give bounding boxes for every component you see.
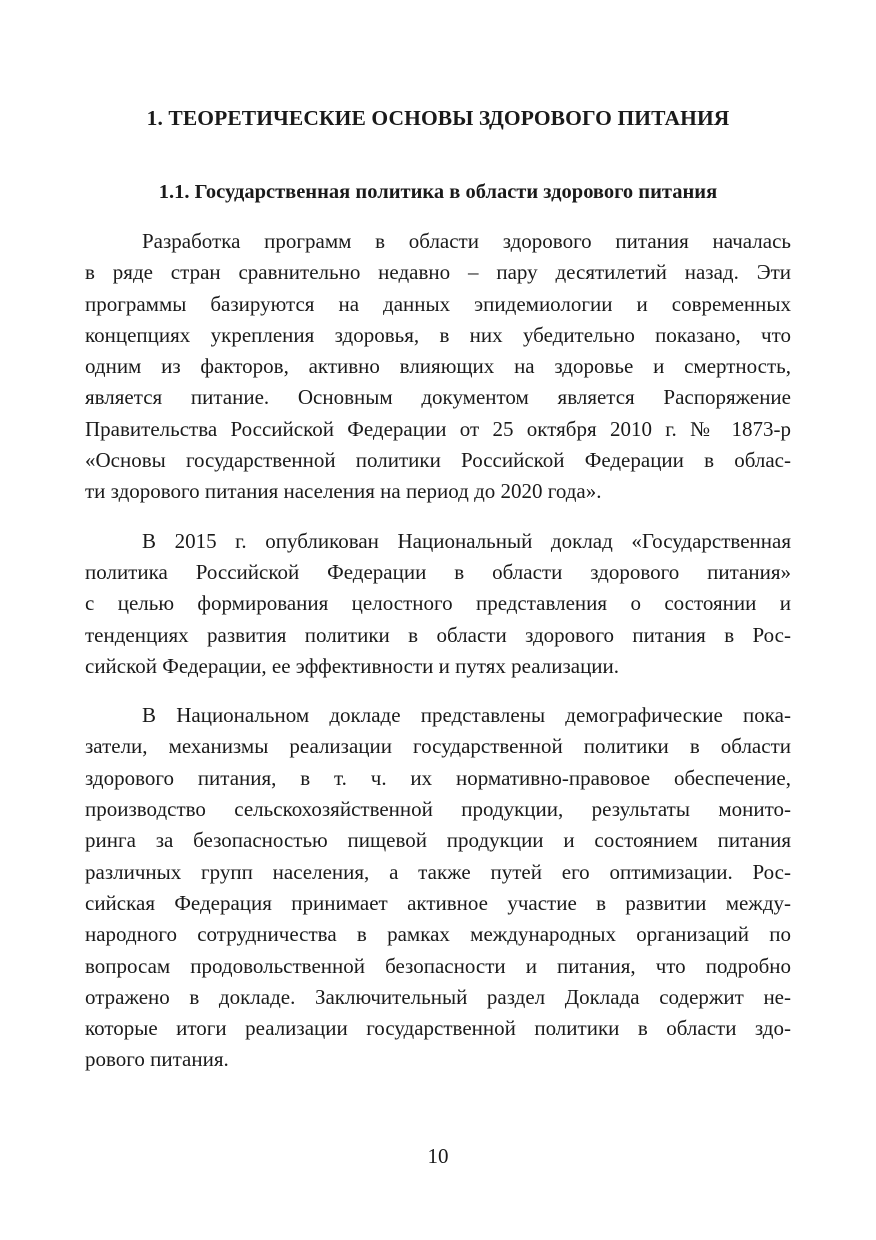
text-line: является питание. Основным документом является Распоряжение	[85, 385, 791, 410]
page-number: 10	[427, 1144, 449, 1168]
text-line: рового питания.	[85, 1047, 229, 1072]
text-line: одним из факторов, активно влияющих на здоровье и смертность,	[85, 354, 791, 379]
text-line: «Основы государственной политики Российской Федерации в облас-	[85, 448, 791, 473]
text-line: производство сельскохозяйственной продукции, результаты монито-	[85, 797, 791, 822]
text-line: здорового питания, в т. ч. их нормативно-правовое обеспечение,	[85, 765, 791, 790]
text-line: с целью формирования целостного представления о состоянии и	[85, 591, 791, 616]
text-line: ти здорового питания населения на период до 2020 года».	[85, 479, 602, 504]
text-line: политика Российской Федерации в области здорового питания»	[85, 559, 791, 584]
text-line: Правительства Российской Федерации от 25 октября 2010 г. № 1873-р	[85, 416, 791, 441]
text-line: сийская Федерация принимает активное участие в развитии между-	[85, 890, 791, 915]
text-line: Разработка программ в области здорового питания началась	[142, 229, 791, 253]
text-line: сийской Федерации, ее эффективности и путях реализации.	[85, 653, 620, 678]
paragraph	[85, 700, 791, 1076]
text-line: программы базируются на данных эпидемиологии и современных	[85, 291, 791, 316]
text-line: ринга за безопасностью пищевой продукции и состоянием питания	[85, 828, 791, 853]
paragraph	[85, 526, 791, 682]
text-line: которые итоги реализации государственной политики в области здо-	[85, 1016, 791, 1041]
text-line: В 2015 г. опубликован Национальный доклад «Государственная	[142, 528, 791, 553]
text-line: в ряде стран сравнительно недавно – пару десятилетий назад. Эти	[85, 260, 791, 285]
text-line: различных групп населения, а также путей его оптимизации. Рос-	[85, 859, 791, 884]
text-line: концепциях укрепления здоровья, в них убедительно показано, что	[85, 322, 791, 347]
text-line: затели, механизмы реализации государственной политики в области	[85, 734, 791, 759]
text-line: вопросам продовольственной безопасности и питания, что подробно	[85, 953, 791, 978]
chapter-title: 1. ТЕОРЕТИЧЕСКИЕ ОСНОВЫ ЗДОРОВОГО ПИТАНИЯ	[146, 106, 730, 130]
text-line: тенденциях развития политики в области здорового питания в Рос-	[85, 622, 791, 647]
text-line: В Национальном докладе представлены демографические пока-	[142, 703, 791, 728]
paragraph	[85, 226, 791, 508]
section-title: 1.1. Государственная политика в области здорового питания	[158, 181, 718, 203]
text-line: народного сотрудничества в рамках международных организаций по	[85, 922, 791, 947]
body-text	[85, 226, 791, 1094]
document-page	[85, 0, 791, 1240]
text-line: отражено в докладе. Заключительный раздел Доклада содержит не-	[85, 984, 791, 1009]
